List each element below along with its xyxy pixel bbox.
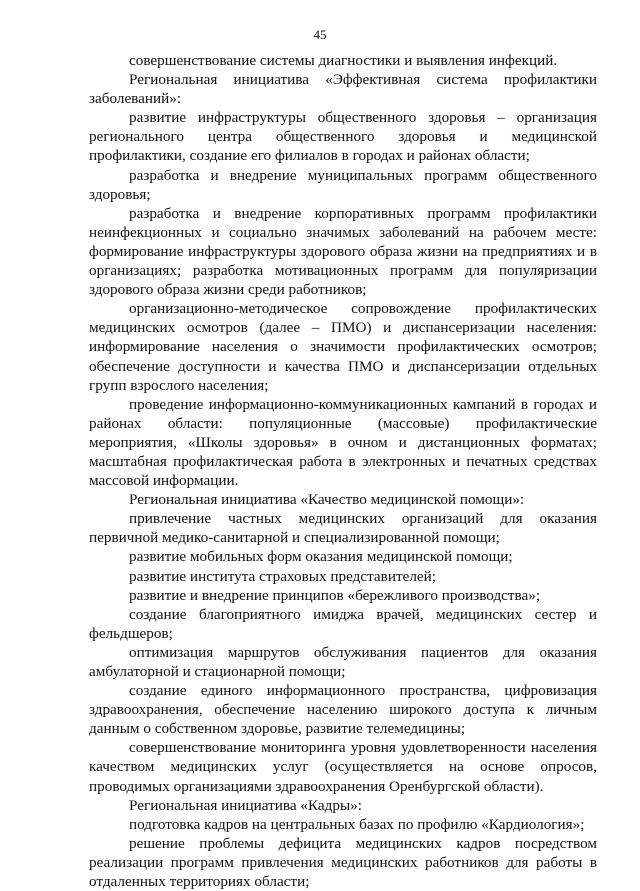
paragraph: разработка и внедрение муниципальных программ общественного здоровья;	[89, 166, 597, 203]
paragraph: развитие института страховых представителей;	[129, 567, 436, 585]
paragraph: создание единого информационного пространства, цифровизация здравоохранения, обеспечение населению широкого доступа к личным данным о собственном здоровье, развитие телемедицины;	[89, 682, 597, 738]
paragraph: развитие мобильных форм оказания медицинской помощи;	[129, 548, 513, 566]
paragraph: создание благоприятного имиджа врачей, медицинских сестер и фельдшеров;	[89, 605, 597, 642]
paragraph: проведение информационно-коммуникационных кампаний в городах и районах области: популяционные (массовые) профилактические мероприятия, «Школы здоровья» в очном и дистанционных форматах; масштабная профилактическая работа в электронных и печатных средствах массовой информации.	[89, 395, 597, 490]
paragraph: организационно-методическое сопровождение профилактических медицинских осмотров (далее – ПМО) и диспансеризации населения: информирование населения о значимости профилактических осмотров; обеспечение доступности и качества ПМО и диспансеризации отдельных групп взрослого населения;	[89, 300, 597, 394]
paragraph: совершенствование системы диагностики и выявления инфекций.	[129, 52, 558, 69]
paragraph: Региональная инициатива «Качество медицинской помощи»:	[129, 491, 525, 509]
paragraph: подготовка кадров на центральных базах по профилю «Кардиология»;	[129, 815, 585, 833]
paragraph: оптимизация маршрутов обслуживания пациентов для оказания амбулаторной и стационарной помощи;	[89, 643, 597, 680]
paragraph: совершенствование мониторинга уровня удовлетворенности населения качеством медицинских услуг (осуществляется на основе опросов, проводимых организациями здравоохранения Оренбургской области).	[89, 739, 597, 795]
page-number: 45	[313, 27, 327, 42]
paragraph: Региональная инициатива «Кадры»:	[129, 796, 362, 814]
paragraph: привлечение частных медицинских организаций для оказания первичной медико-санитарной и специализированной помощи;	[89, 510, 597, 547]
paragraph: развитие и внедрение принципов «бережливого производства»;	[129, 586, 541, 604]
paragraph: разработка и внедрение корпоративных программ профилактики неинфекционных и социально значимых заболеваний на рабочем месте: формирование инфраструктуры здорового образа жизни на предприятиях и в организациях; разработка мотивационных программ для популяризации здорового образа жизни среди работников;	[89, 204, 597, 299]
paragraph: Региональная инициатива «Эффективная система профилактики заболеваний»:	[89, 71, 597, 108]
paragraph: решение проблемы дефицита медицинских кадров посредством реализации программ привлечения медицинских работников для работы в отдаленных территориях области;	[89, 834, 597, 891]
document-body	[89, 51, 597, 891]
paragraph: развитие инфраструктуры общественного здоровья – организация регионального центра общественного здоровья и медицинской профилактики, создание его филиалов в городах и районах области;	[89, 109, 597, 165]
